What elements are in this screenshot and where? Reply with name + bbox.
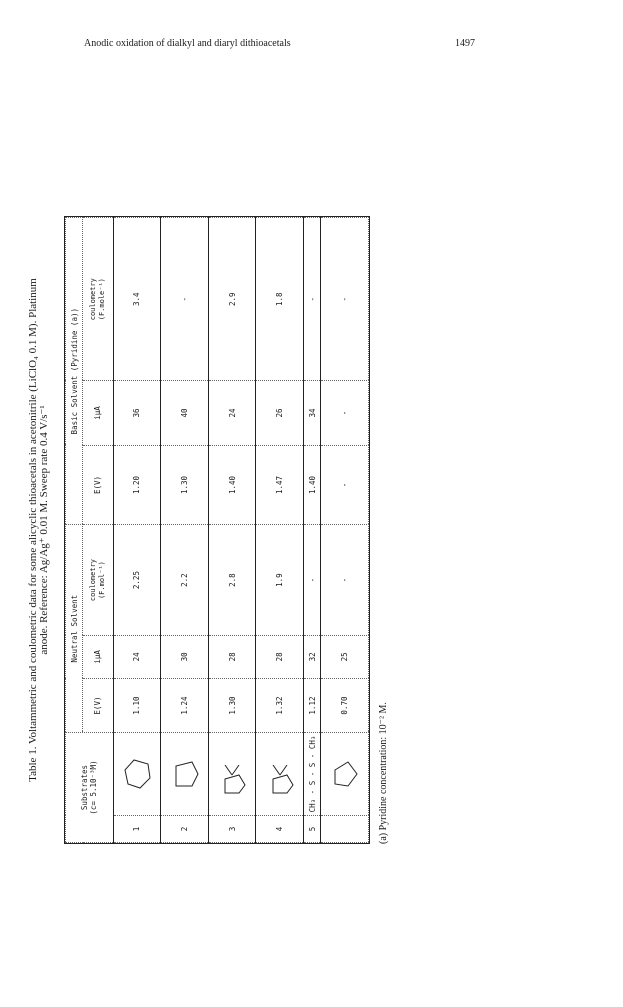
caption-line-1: Table 1. Voltammetric and coulometric data for some alicyclic thioacetals in acetonitrile (LiClO₄ 0.1 M). Platinum: [27, 278, 39, 782]
basic-coulometry-cell: 2.9: [208, 218, 256, 381]
table-row: [321, 218, 369, 843]
table-caption: [28, 216, 50, 844]
table-row: [304, 218, 321, 843]
structure-4: [256, 733, 304, 816]
neutral-i-cell: 28: [256, 635, 304, 678]
col-basic-e: E(V): [83, 445, 113, 525]
structure-2: [161, 733, 209, 816]
neutral-coulometry-cell: -: [304, 525, 321, 635]
neutral-e-cell: 1.24: [161, 679, 209, 733]
running-head: Anodic oxidation of dialkyl and diaryl dithioacetals: [84, 38, 291, 49]
phenyl-dithiolane-icon: [265, 751, 295, 797]
neutral-solvent-header: Neutral Solvent: [66, 525, 83, 733]
page-number: 1497: [455, 38, 475, 49]
basic-i-cell: 40: [161, 381, 209, 445]
table-footnote: (a) Pyridine concentration: 10⁻² M.: [378, 702, 389, 844]
dithiolane-ring-icon: [170, 754, 200, 794]
table-row: [161, 218, 209, 843]
dithiane-ring-icon: [122, 754, 152, 794]
dimethyl-dithiolane-icon: [217, 751, 247, 797]
basic-e-cell: 1.40: [304, 445, 321, 525]
rotated-table-block: [28, 216, 398, 844]
col-neutral-coulometry: coulometry (F.mol⁻¹): [83, 525, 113, 635]
neutral-e-cell: 1.12: [304, 679, 321, 733]
table-header-row-1: [66, 218, 83, 843]
structure-3: [208, 733, 256, 816]
data-table: [64, 216, 370, 844]
col-basic-i: iµA: [83, 381, 113, 445]
structure-5: CH₃ - S - S - CH₃: [304, 733, 321, 816]
table-row: [256, 218, 304, 843]
basic-i-cell: 26: [256, 381, 304, 445]
basic-e-cell: 1.47: [256, 445, 304, 525]
neutral-e-cell: 1.10: [113, 679, 161, 733]
basic-i-cell: 24: [208, 381, 256, 445]
neutral-coulometry-cell: 2.2: [161, 525, 209, 635]
neutral-coulometry-cell: -: [321, 525, 369, 635]
structure-1: [113, 733, 161, 816]
neutral-coulometry-cell: 1.9: [256, 525, 304, 635]
basic-solvent-header: Basic Solvent (Pyridine (a)): [66, 218, 83, 525]
basic-e-cell: 1.30: [161, 445, 209, 525]
substrates-header: Substrates (c= 5.10⁻³M): [66, 733, 114, 843]
row-index: 5: [304, 816, 321, 843]
basic-i-cell: 36: [113, 381, 161, 445]
basic-coulometry-cell: -: [161, 218, 209, 381]
neutral-i-cell: 30: [161, 635, 209, 678]
neutral-i-cell: 32: [304, 635, 321, 678]
row-index: 4: [256, 816, 304, 843]
structure-6: [321, 733, 369, 816]
caption-line-2: anode. Reference: Ag/Ag⁺ 0.01 M. Sweep rate 0.4 V/s⁻¹: [38, 405, 50, 655]
col-neutral-e: E(V): [83, 679, 113, 733]
neutral-e-cell: 0.70: [321, 679, 369, 733]
basic-e-cell: 1.20: [113, 445, 161, 525]
basic-i-cell: -: [321, 381, 369, 445]
col-neutral-i: iµA: [83, 635, 113, 678]
table-row: [113, 218, 161, 843]
basic-e-cell: 1.40: [208, 445, 256, 525]
basic-coulometry-cell: -: [304, 218, 321, 381]
basic-e-cell: -: [321, 445, 369, 525]
row-index: [321, 816, 369, 843]
row-index: 1: [113, 816, 161, 843]
neutral-i-cell: 25: [321, 635, 369, 678]
neutral-i-cell: 28: [208, 635, 256, 678]
table-row: [208, 218, 256, 843]
col-basic-coulometry: coulometry (F.mole⁻¹): [83, 218, 113, 381]
neutral-coulometry-cell: 2.25: [113, 525, 161, 635]
neutral-e-cell: 1.32: [256, 679, 304, 733]
dithiolane-12-ring-icon: [330, 754, 360, 794]
neutral-i-cell: 24: [113, 635, 161, 678]
row-index: 2: [161, 816, 209, 843]
neutral-coulometry-cell: 2.8: [208, 525, 256, 635]
row-index: 3: [208, 816, 256, 843]
basic-coulometry-cell: 3.4: [113, 218, 161, 381]
basic-i-cell: 34: [304, 381, 321, 445]
basic-coulometry-cell: -: [321, 218, 369, 381]
basic-coulometry-cell: 1.8: [256, 218, 304, 381]
neutral-e-cell: 1.30: [208, 679, 256, 733]
